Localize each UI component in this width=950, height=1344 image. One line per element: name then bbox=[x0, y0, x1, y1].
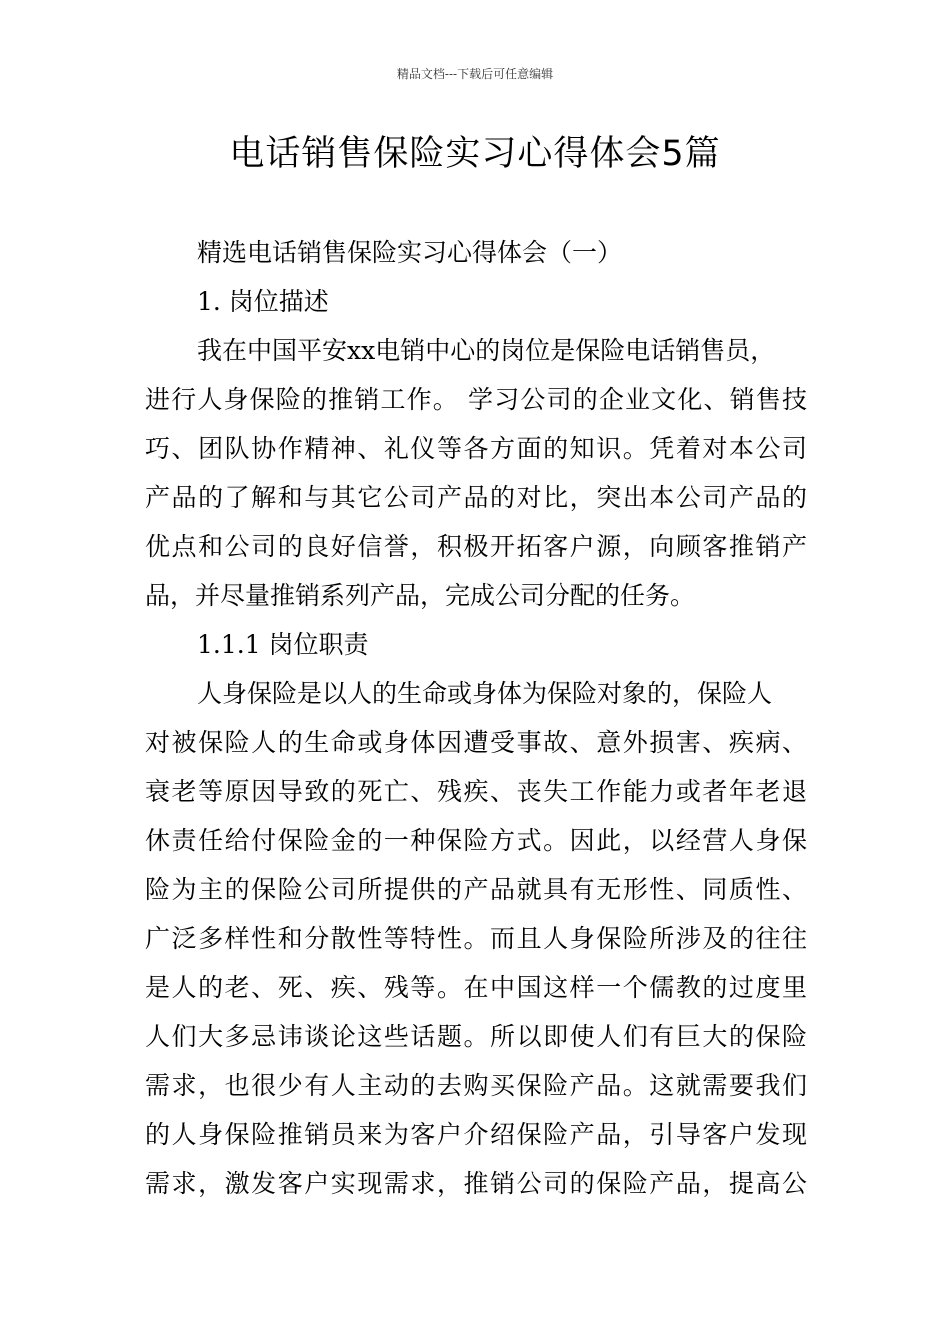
page-header-note: 精品文档---下载后可任意编辑 bbox=[396, 67, 554, 81]
paragraph-line: 巧、团队协作精神、礼仪等各方面的知识。凭着对本公司 bbox=[145, 434, 807, 463]
paragraph-line: 衰老等原因导致的死亡、残疾、丧失工作能力或者年老退 bbox=[145, 777, 807, 806]
paragraph-line: 对被保险人的生命或身体因遭受事故、意外损害、疾病、 bbox=[145, 728, 807, 757]
paragraph-line: 人身保险是以人的生命或身体为保险对象的，保险人 bbox=[197, 679, 773, 708]
paragraph-line: 的人身保险推销员来为客户介绍保险产品，引导客户发现 bbox=[145, 1120, 807, 1149]
paragraph-line: 险为主的保险公司所提供的产品就具有无形性、同质性、 bbox=[145, 875, 807, 904]
document-title: 电话销售保险实习心得体会5篇 bbox=[229, 134, 721, 174]
paragraph-line: 进行人身保险的推销工作。 学习公司的企业文化、销售技 bbox=[145, 385, 807, 414]
heading-job-description: 1. 岗位描述 bbox=[197, 287, 329, 316]
heading-job-duties: 1.1.1 岗位职责 bbox=[197, 630, 369, 659]
paragraph-line: 优点和公司的良好信誉，积极开拓客户源，向顾客推销产 bbox=[145, 532, 807, 561]
paragraph-line: 需求，也很少有人主动的去购买保险产品。这就需要我们 bbox=[145, 1071, 807, 1100]
paragraph-line: 人们大多忌讳谈论这些话题。所以即使人们有巨大的保险 bbox=[145, 1022, 807, 1051]
paragraph-line: 我在中国平安xx电销中心的岗位是保险电话销售员， bbox=[197, 336, 776, 365]
section-heading: 精选电话销售保险实习心得体会（一） bbox=[197, 238, 623, 267]
paragraph-line: 产品的了解和与其它公司产品的对比，突出本公司产品的 bbox=[145, 483, 807, 512]
paragraph-line: 休责任给付保险金的一种保险方式。因此，以经营人身保 bbox=[145, 826, 807, 855]
document-body bbox=[145, 228, 807, 1208]
paragraph-line: 是人的老、死、疾、残等。在中国这样一个儒教的过度里 bbox=[145, 973, 807, 1002]
paragraph-line: 需求，激发客户实现需求，推销公司的保险产品，提高公 bbox=[145, 1169, 807, 1198]
paragraph-line: 品，并尽量推销系列产品，完成公司分配的任务。 bbox=[145, 581, 696, 610]
paragraph-line: 广泛多样性和分散性等特性。而且人身保险所涉及的往往 bbox=[145, 924, 807, 953]
